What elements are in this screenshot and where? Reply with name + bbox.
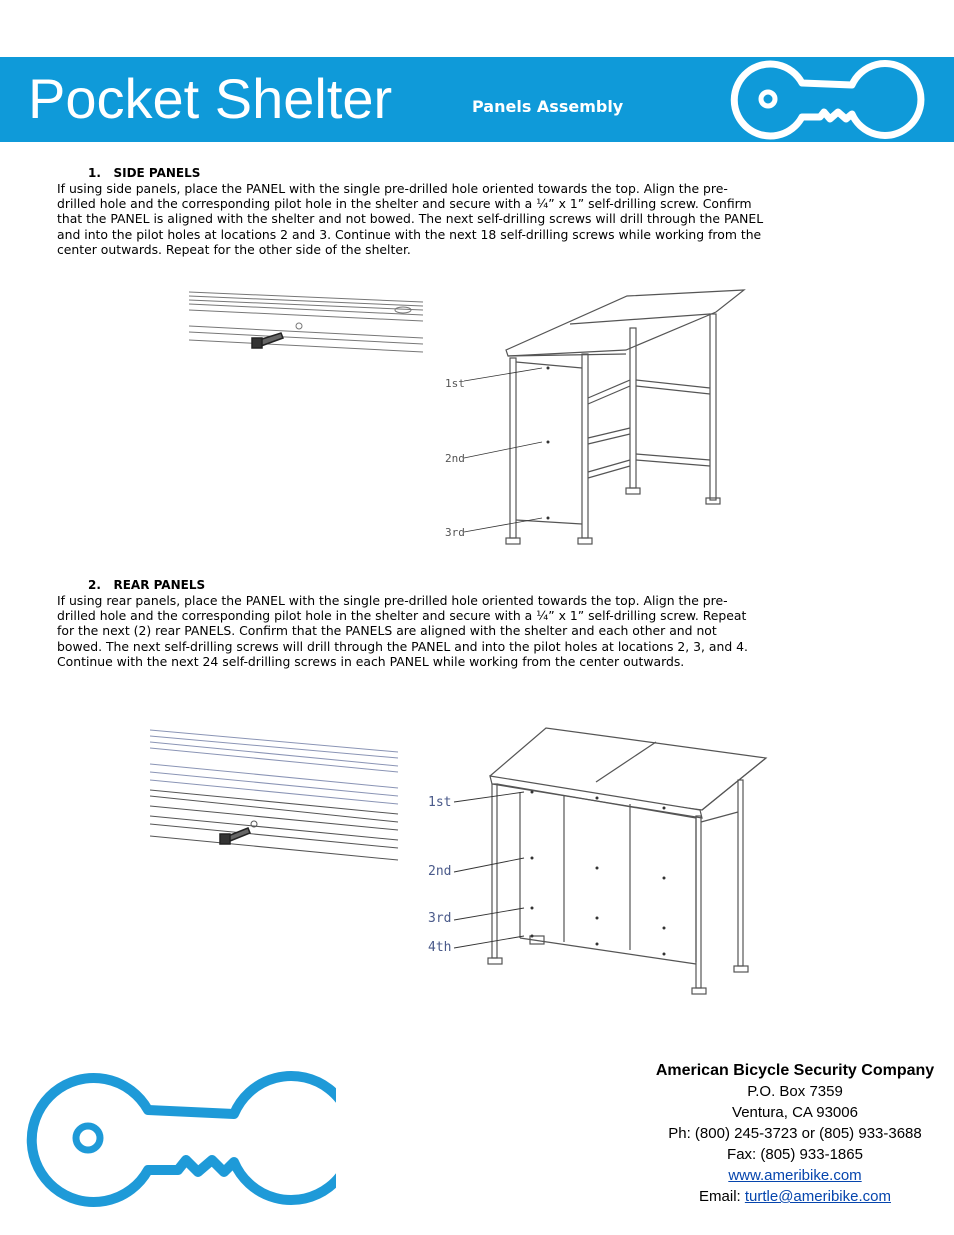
rear-panel-shelter-diagram: [420, 722, 780, 998]
email-label: Email:: [699, 1188, 745, 1205]
page-subtitle: Panels Assembly: [472, 97, 624, 116]
text-line: drilled hole and the corresponding pilot hole in the shelter and secure with a ¼” x 1” self-drilling screw. Confirm: [57, 196, 752, 212]
header-banner: [0, 57, 954, 142]
callout-4th: 4th: [428, 940, 452, 955]
callout-2nd: 2nd: [428, 864, 452, 879]
section-number: 2.: [88, 578, 101, 592]
company-address-2: Ventura, CA 93006: [732, 1104, 858, 1121]
section-2-heading: [88, 578, 205, 592]
text-line: Continue with the next 24 self-drilling screws in each PANEL while working from the center outwards.: [57, 653, 685, 669]
callout-2nd: 2nd: [445, 452, 465, 465]
text-line: If using side panels, place the PANEL with the single pre-drilled hole oriented towards the top. Align the pre-: [57, 181, 728, 196]
text-line: and into the pilot holes at locations 2 and 3. Continue with the next 18 self-drilling screws while working from the: [57, 226, 762, 242]
section-number: 1.: [88, 166, 101, 180]
callout-3rd: 3rd: [445, 526, 465, 539]
callout-1st: 1st: [428, 795, 452, 810]
website-link[interactable]: www.ameribike.com: [728, 1167, 862, 1184]
text-line: center outwards. Repeat for the other side of the shelter.: [57, 241, 411, 257]
section-2-text: [57, 593, 782, 669]
text-line: that the PANEL is aligned with the shelter and not bowed. The next self-drilling screws will drill through the PANEL: [57, 211, 764, 227]
key-logo-icon: [722, 57, 932, 142]
company-fax: Fax: (805) 933-1865: [727, 1146, 863, 1163]
section-1-heading: [88, 166, 200, 180]
company-name: American Bicycle Security Company: [655, 1062, 935, 1079]
company-info: [600, 1060, 954, 1207]
section-title: SIDE PANELS: [113, 166, 201, 180]
key-logo-icon: [18, 1068, 336, 1214]
text-line: drilled hole and the corresponding pilot hole in the shelter and secure with a ¼” x 1” self-drilling screw. Repeat: [57, 608, 747, 624]
company-email: [600, 1186, 954, 1207]
email-link[interactable]: turtle@ameribike.com: [744, 1188, 891, 1205]
text-line: If using rear panels, place the PANEL with the single pre-drilled hole oriented towards the top. Align the pre-: [57, 593, 728, 608]
side-panel-shelter-diagram: [440, 288, 760, 558]
side-panel-screw-detail: [189, 288, 425, 358]
text-line: for the next (2) rear PANELS. Confirm that the PANELS are aligned with the shelter and each other and not: [57, 623, 717, 639]
company-phone: Ph: (800) 245-3723 or (805) 933-3688: [668, 1125, 922, 1142]
section-title: REAR PANELS: [113, 578, 206, 592]
rear-panel-screw-detail: [150, 726, 400, 862]
callout-3rd: 3rd: [428, 911, 452, 926]
text-line: bowed. The next self-drilling screws will drill through the PANEL and into the pilot holes at locations 2, 3, and 4.: [57, 638, 748, 654]
callout-1st: 1st: [445, 377, 465, 390]
section-1-text: [57, 181, 782, 257]
company-address-1: P.O. Box 7359: [747, 1083, 843, 1100]
page-title: Pocket Shelter: [28, 67, 393, 130]
